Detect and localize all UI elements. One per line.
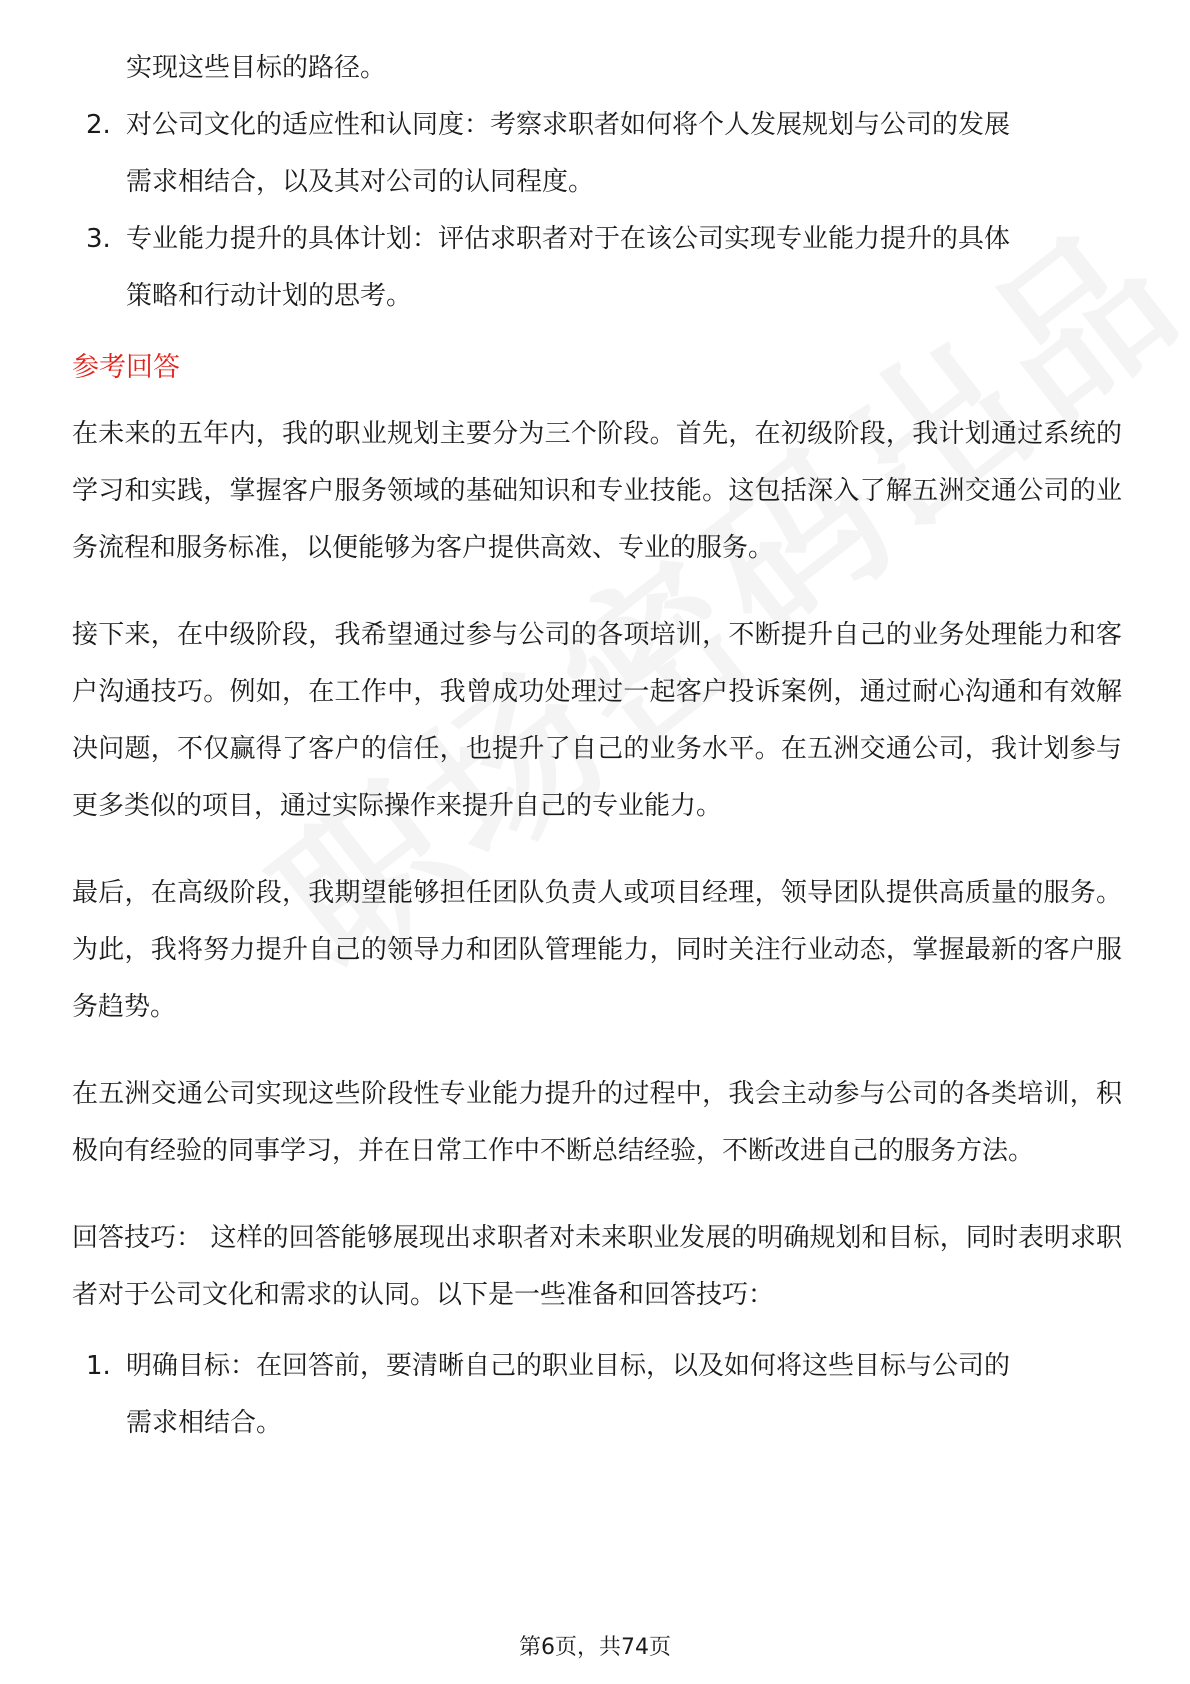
section-heading: 参考回答	[72, 352, 180, 383]
list-number: 2.	[86, 110, 111, 140]
list-item	[72, 211, 1122, 325]
list-number: 3.	[86, 224, 111, 254]
tips-list	[72, 1338, 1122, 1452]
list-number: 1.	[86, 1351, 111, 1381]
answer-paragraph: 在未来的五年内，我的职业规划主要分为三个阶段。首先，在初级阶段，我计划通过系统的学习和实践，掌握客户服务领域的基础知识和专业技能。这包括深入了解五洲交通公司的业务流程和服务标准，以便能够为客户提供高效、专业的服务。	[72, 419, 1122, 563]
page-content	[72, 40, 1122, 1452]
list-item	[72, 1338, 1122, 1452]
list-continuation: 实现这些目标的路径。	[126, 53, 387, 83]
list-item-line: 需求相结合，以及其对公司的认同程度。	[126, 167, 595, 197]
tips-intro-paragraph: 回答技巧： 这样的回答能够展现出求职者对未来职业发展的明确规划和目标，同时表明求职者对于公司文化和需求的认同。以下是一些准备和回答技巧：	[72, 1223, 1122, 1310]
criteria-list	[72, 97, 1122, 325]
list-item-line: 策略和行动计划的思考。	[126, 281, 413, 311]
list-item-line: 明确目标：在回答前，要清晰自己的职业目标，以及如何将这些目标与公司的	[126, 1351, 1011, 1381]
list-item	[72, 97, 1122, 211]
list-item-line: 需求相结合。	[126, 1408, 283, 1438]
page-footer: 第6页，共74页	[519, 1635, 671, 1660]
list-item-line: 对公司文化的适应性和认同度：考察求职者如何将个人发展规划与公司的发展	[126, 110, 1011, 140]
answer-paragraph: 最后，在高级阶段，我期望能够担任团队负责人或项目经理，领导团队提供高质量的服务。为此，我将努力提升自己的领导力和团队管理能力，同时关注行业动态，掌握最新的客户服务趋势。	[72, 878, 1122, 1022]
answer-paragraph: 在五洲交通公司实现这些阶段性专业能力提升的过程中，我会主动参与公司的各类培训，积极向有经验的同事学习，并在日常工作中不断总结经验，不断改进自己的服务方法。	[72, 1079, 1122, 1166]
list-item-line: 专业能力提升的具体计划：评估求职者对于在该公司实现专业能力提升的具体	[126, 224, 1011, 254]
answer-paragraph: 接下来，在中级阶段，我希望通过参与公司的各项培训，不断提升自己的业务处理能力和客户沟通技巧。例如，在工作中，我曾成功处理过一起客户投诉案例，通过耐心沟通和有效解决问题，不仅赢得了客户的信任，也提升了自己的业务水平。在五洲交通公司，我计划参与更多类似的项目，通过实际操作来提升自己的专业能力。	[72, 620, 1122, 821]
